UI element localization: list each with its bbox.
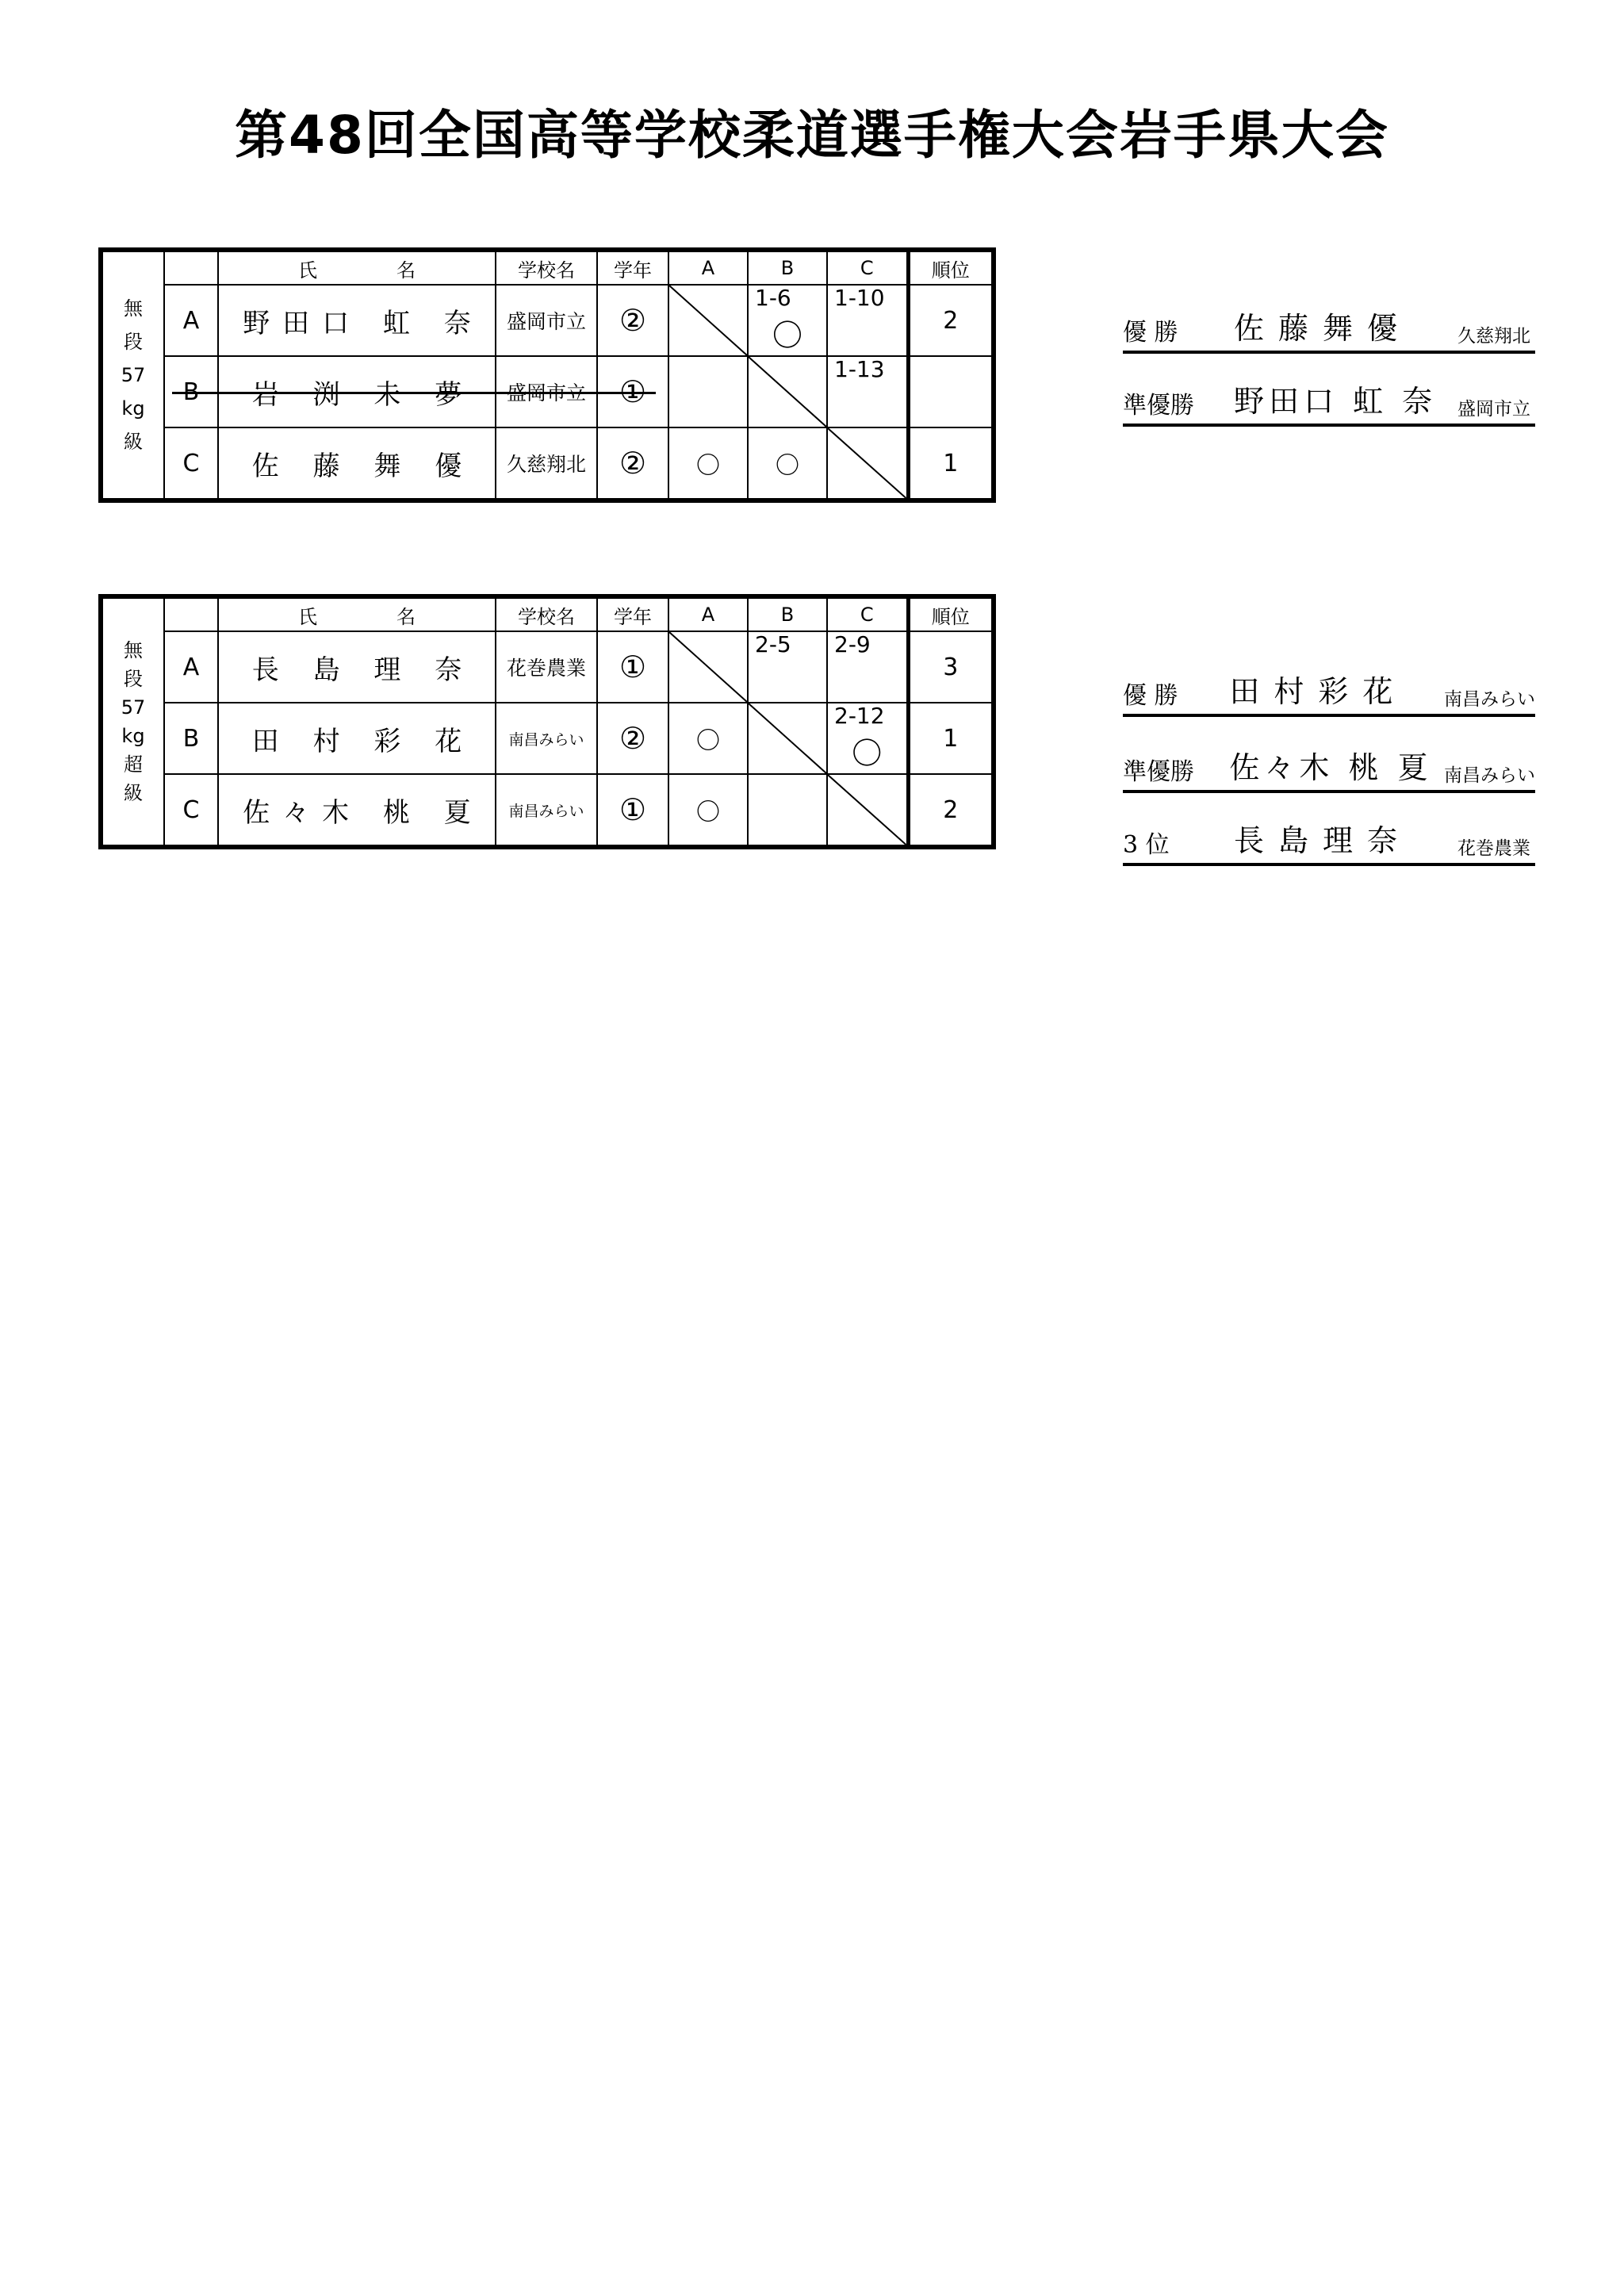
result-runner-up	[1123, 384, 1535, 427]
match-score: 1-13	[834, 356, 885, 382]
table-header-row	[101, 250, 994, 285]
header-col-b: B	[748, 596, 827, 631]
result-label: 3 位	[1123, 831, 1170, 859]
win-mark: 〇	[668, 427, 748, 500]
weight-class-label: 無 段 57 kg 超 級	[101, 596, 164, 847]
table-row	[101, 703, 994, 774]
header-school: 学校名	[496, 596, 597, 631]
result-label: 準優勝	[1123, 392, 1194, 420]
bracket-table-1	[98, 247, 996, 503]
win-mark: 〇	[668, 703, 748, 774]
result-name: 野田口 虹 奈	[1234, 384, 1438, 419]
match-cell	[827, 703, 908, 774]
weight-class-label: 無 段 57 kg 級	[101, 250, 164, 500]
header-col-c: C	[827, 596, 908, 631]
header-col-c: C	[827, 250, 908, 285]
grade-value: ②	[597, 285, 668, 356]
match-score: 1-10	[834, 285, 885, 311]
match-cell	[748, 631, 827, 703]
result-school: 花巻農業	[1457, 838, 1530, 859]
school-name: 南昌みらい	[496, 703, 597, 774]
win-mark: 〇	[852, 736, 883, 771]
match-score: 2-5	[755, 631, 791, 657]
result-winner	[1123, 674, 1535, 717]
table-row	[101, 356, 994, 427]
match-cell	[827, 631, 908, 703]
header-blank	[164, 596, 218, 631]
result-label: 優 勝	[1123, 682, 1178, 710]
table-row	[101, 774, 994, 847]
diagonal-line	[749, 703, 826, 773]
diagonal-line	[749, 357, 826, 427]
school-name: 盛岡市立	[496, 285, 597, 356]
page-title: 第48回全国高等学校柔道選手権大会岩手県大会	[235, 105, 1389, 166]
competitor-name: 田 村 彩 花	[218, 703, 496, 774]
rank-value: 2	[908, 774, 994, 847]
header-col-a: A	[668, 596, 748, 631]
competitor-name: 佐 藤 舞 優	[218, 427, 496, 500]
self-match-cell	[827, 774, 908, 847]
competitor-name: 野田口 虹 奈	[218, 285, 496, 356]
match-cell	[748, 285, 827, 356]
grade-value: ①	[597, 631, 668, 703]
match-score: 1-6	[755, 285, 791, 311]
self-match-cell	[668, 285, 748, 356]
header-grade: 学年	[597, 596, 668, 631]
result-name: 田村彩花	[1229, 674, 1408, 709]
diagonal-line	[828, 775, 906, 845]
result-third-place	[1123, 823, 1535, 866]
match-cell	[827, 356, 908, 427]
diagonal-line	[669, 632, 747, 702]
school-name: 南昌みらい	[496, 774, 597, 847]
self-match-cell	[748, 703, 827, 774]
bracket-table-2	[98, 594, 996, 849]
competitor-letter: A	[164, 631, 218, 703]
match-cell	[668, 356, 748, 427]
result-name: 長島理奈	[1234, 823, 1412, 858]
rank-value: 1	[908, 703, 994, 774]
result-winner	[1123, 311, 1535, 354]
grade-value: ②	[597, 703, 668, 774]
header-grade: 学年	[597, 250, 668, 285]
competitor-letter: B	[164, 703, 218, 774]
grade-value: ①	[597, 356, 668, 427]
result-runner-up	[1123, 750, 1535, 793]
school-name: 盛岡市立	[496, 356, 597, 427]
result-school: 盛岡市立	[1457, 399, 1530, 420]
grade-value: ①	[597, 774, 668, 847]
result-school: 南昌みらい	[1444, 689, 1535, 710]
table-row	[101, 285, 994, 356]
win-mark: 〇	[772, 318, 802, 353]
win-mark: 〇	[668, 774, 748, 847]
competitor-letter: B	[164, 356, 218, 427]
self-match-cell	[668, 631, 748, 703]
competitor-letter: A	[164, 285, 218, 356]
header-school: 学校名	[496, 250, 597, 285]
table-row	[101, 427, 994, 500]
match-score: 2-9	[834, 631, 871, 657]
self-match-cell	[827, 427, 908, 500]
rank-value: 3	[908, 631, 994, 703]
rank-value: 2	[908, 285, 994, 356]
match-score: 2-12	[834, 703, 885, 729]
school-name: 花巻農業	[496, 631, 597, 703]
header-col-b: B	[748, 250, 827, 285]
header-blank	[164, 250, 218, 285]
win-mark: 〇	[748, 427, 827, 500]
result-school: 久慈翔北	[1457, 326, 1530, 347]
competitor-name-withdrawn: 岩 渕 未 夢	[218, 356, 496, 427]
rank-value	[908, 356, 994, 427]
header-rank: 順位	[908, 250, 994, 285]
rank-value: 1	[908, 427, 994, 500]
result-label: 優 勝	[1123, 319, 1178, 347]
header-name: 氏名	[218, 596, 496, 631]
table-header-row	[101, 596, 994, 631]
school-name: 久慈翔北	[496, 427, 597, 500]
result-school: 南昌みらい	[1444, 765, 1535, 786]
header-name: 氏名	[218, 250, 496, 285]
diagonal-line	[669, 286, 747, 355]
table-row	[101, 631, 994, 703]
header-col-a: A	[668, 250, 748, 285]
header-rank: 順位	[908, 596, 994, 631]
competitor-name: 長 島 理 奈	[218, 631, 496, 703]
match-cell	[827, 285, 908, 356]
competitor-letter: C	[164, 427, 218, 500]
result-name: 佐々木 桃 夏	[1229, 750, 1433, 785]
competitor-name: 佐々木 桃 夏	[218, 774, 496, 847]
result-label: 準優勝	[1123, 758, 1194, 786]
self-match-cell	[748, 356, 827, 427]
result-name: 佐藤舞優	[1234, 311, 1412, 346]
diagonal-line	[828, 428, 906, 498]
grade-value: ②	[597, 427, 668, 500]
competitor-letter: C	[164, 774, 218, 847]
match-cell	[748, 774, 827, 847]
